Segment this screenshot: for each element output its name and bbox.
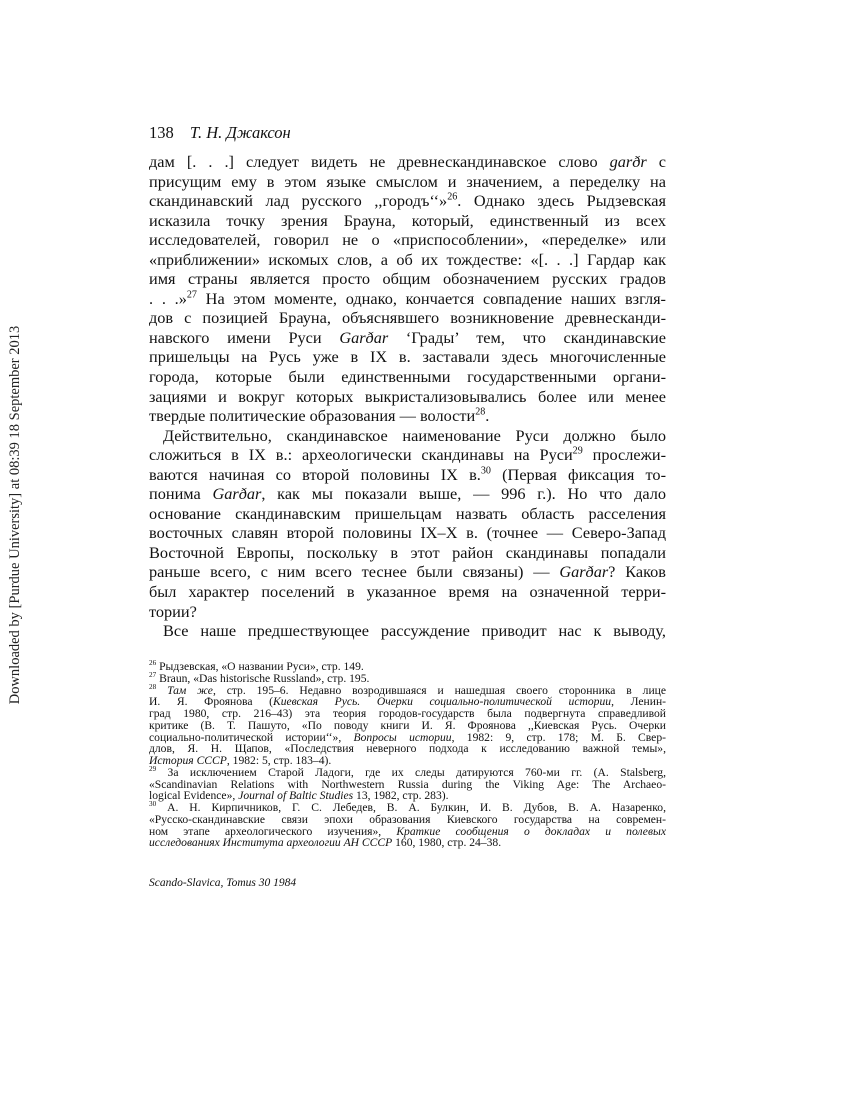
- footnote-ref: 30: [480, 465, 491, 477]
- text-line: [149, 347, 666, 367]
- footnote-ref: 28: [149, 682, 157, 691]
- download-watermark: Downloaded by [Purdue University] at 08:39 18 September 2013: [7, 325, 23, 705]
- body-text: [149, 152, 666, 641]
- italic-text: Garðar: [339, 327, 389, 347]
- text-run: , Ленин-: [611, 695, 667, 709]
- text-run: , 1982: 5, стр. 183–4).: [226, 754, 332, 767]
- footnote-ref: 26: [447, 191, 458, 203]
- running-header: [149, 123, 291, 143]
- text-run: социально-политической истории‘‘»,: [149, 730, 354, 744]
- footnote-ref: 30: [149, 800, 157, 809]
- text-line: [149, 582, 666, 602]
- text-line: [149, 289, 666, 309]
- text-line: [149, 523, 666, 543]
- text-run: «Русско-скандинавские связи эпохи образования Киевского государства на современ-: [149, 812, 666, 826]
- text-line: [149, 621, 666, 641]
- text-line: [149, 465, 666, 485]
- text-line: [149, 211, 666, 231]
- text-line: [149, 308, 666, 328]
- footnote-ref: 28: [475, 406, 486, 418]
- text-run: На этом моменте, однако, кончается совпадение наших взгля-: [196, 288, 666, 308]
- text-run: И. Я. Фроянова (: [149, 695, 274, 709]
- text-line: [149, 328, 666, 348]
- text-run: сложиться в IX в.: археологически скандинавы на Руси: [149, 445, 573, 465]
- text-run: ном этапе археологического изучения»,: [149, 824, 397, 838]
- text-run: ‘Грады’ тем, что скандинавские: [388, 327, 666, 347]
- italic-text: исследованиях Института археологии АН СССР: [149, 836, 393, 850]
- text-run: Действительно, скандинавское наименование Руси должно было: [163, 425, 666, 445]
- text-run: дам [. . .] следует видеть не древнескандинавское слово: [149, 152, 610, 171]
- italic-text: Garðar: [559, 562, 609, 582]
- text-line: [149, 172, 666, 192]
- text-line: [149, 250, 666, 270]
- italic-text: garðr: [609, 152, 647, 171]
- text-run: основание скандинавским пришельцам назвать область расселения: [149, 503, 666, 523]
- text-run: logical Evidence»,: [149, 789, 239, 803]
- text-run: восточных славян второй половины IX–X в. (точнее — Северо-Запад: [149, 523, 666, 543]
- text-run: тории?: [149, 601, 197, 621]
- text-run: град 1980, стр. 216–43) эта теория городов-государств была подвергнута справедливой: [149, 707, 666, 720]
- italic-text: Garðar: [212, 484, 262, 504]
- text-run: длов, Я. Н. Щапов, «Последствия неверного подхода к исследованию важной темы»,: [149, 742, 666, 756]
- text-run: города, которые были единственными государственными органи-: [149, 367, 666, 387]
- italic-text: История СССР: [149, 754, 227, 767]
- footnote-line: [149, 837, 666, 849]
- footnote-ref: 26: [149, 659, 157, 668]
- text-run: зациями и вокруг которых выкристализовывались более или менее: [149, 386, 666, 406]
- text-run: критике (В. Т. Пашуто, «По поводу книги И. Я. Фроянова ,,Киевская Русь. Очерки: [149, 718, 666, 732]
- text-run: с: [646, 152, 666, 171]
- text-line: [149, 406, 666, 426]
- page-number: 138: [149, 123, 174, 142]
- text-run: , как мы показали выше, — 996 г.). Но что дало: [261, 484, 666, 504]
- italic-text: Краткие сообщения о докладах и полевых: [396, 824, 666, 838]
- text-run: исказила точку зрения Брауна, который, единственный из всех: [149, 210, 666, 230]
- text-run: Восточной Европы, поскольку в этот район скандинавы попадали: [149, 542, 666, 562]
- text-run: скандинавский лад русского ,,городъ‘‘»: [149, 191, 448, 211]
- text-run: 160, 1980, стр. 24–38.: [392, 836, 502, 850]
- footnote-ref: 27: [149, 670, 157, 679]
- text-run: «Scandinavian Relations with Northwestern Russia during the Viking Age: The Archaeo-: [149, 777, 666, 791]
- text-run: раньше всего, с ним всего теснее были связаны) —: [149, 562, 560, 582]
- text-run: навского имени Руси: [149, 327, 340, 347]
- text-run: Все наше предшествующее рассуждение приводит нас к выводу,: [163, 621, 666, 641]
- text-line: [149, 230, 666, 250]
- text-run: пришельцы на Русь уже в IX в. заставали здесь многочисленные: [149, 347, 666, 367]
- text-run: исследователей, говорил не о «приспособлении», «переделке» или: [149, 230, 666, 250]
- text-run: Braun, «Das historische Russland», стр. 195.: [156, 671, 370, 685]
- text-line: [149, 191, 666, 211]
- text-run: . . .»: [149, 288, 187, 308]
- footnote-ref: 29: [149, 764, 157, 773]
- journal-footer: Scando-Slavica, Tomus 30 1984: [149, 877, 297, 889]
- italic-text: Там же: [167, 683, 213, 697]
- text-run: А. Н. Кирпичников, Г. С. Лебедев, В. А. Булкин, И. В. Дубов, В. А. Назаренко,: [156, 801, 666, 814]
- text-run: . Однако здесь Рыдзевская: [457, 191, 667, 211]
- text-run: был характер поселений в указанное время на означенной терри-: [149, 582, 666, 602]
- running-header-author: Т. Н. Джаксон: [189, 123, 291, 142]
- text-run: .: [485, 406, 490, 426]
- text-run: За исключением Старой Ладоги, где их следы датируются 760-ми гг. (A. Stalsberg,: [156, 765, 666, 779]
- text-run: имя страны является просто общим обозначением русских градов: [149, 269, 666, 289]
- text-line: [149, 543, 666, 563]
- text-run: Рыдзевская, «О названии Руси», стр. 149.: [156, 660, 364, 673]
- text-run: дов с позицией Брауна, объяснявшего возникновение древнесканди-: [149, 308, 666, 328]
- italic-text: Киевская Русь. Очерки социально-политической истории: [273, 695, 612, 709]
- text-run: присущим ему в этом языке смыслом и значением, а переделку на: [149, 171, 666, 191]
- text-line: [149, 387, 666, 407]
- text-run: понима: [149, 484, 213, 504]
- text-run: «приближении» искомых слов, а об их тождестве: «[. . .] Гардар как: [149, 249, 666, 269]
- text-line: [149, 367, 666, 387]
- text-run: прослежи-: [582, 445, 666, 465]
- text-line: [149, 484, 666, 504]
- italic-text: Вопросы истории: [353, 730, 452, 744]
- text-run: 13, 1982, стр. 283).: [353, 789, 449, 803]
- text-run: , 1982: 9, стр. 178; М. Б. Свер-: [451, 730, 666, 744]
- text-line: [149, 445, 666, 465]
- text-line: [149, 426, 666, 446]
- text-line: [149, 504, 666, 524]
- text-run: ваются начиная со второй половины IX в.: [149, 464, 481, 484]
- italic-text: Journal of Baltic Studies: [238, 789, 354, 803]
- footnote-ref: 27: [186, 289, 197, 301]
- text-run: , стр. 195–6. Недавно возродившаяся и нашедшая своего сторонника в лице: [212, 683, 666, 697]
- text-line: [149, 602, 666, 622]
- text-line: [149, 269, 666, 289]
- text-line: [149, 152, 666, 172]
- footnote-ref: 29: [572, 445, 583, 457]
- text-run: (Первая фиксация то-: [490, 464, 666, 484]
- text-run: ? Каков: [608, 562, 666, 582]
- text-line: [149, 562, 666, 582]
- footnotes: [149, 661, 666, 849]
- text-run: твердые политические образования — волости: [149, 406, 476, 426]
